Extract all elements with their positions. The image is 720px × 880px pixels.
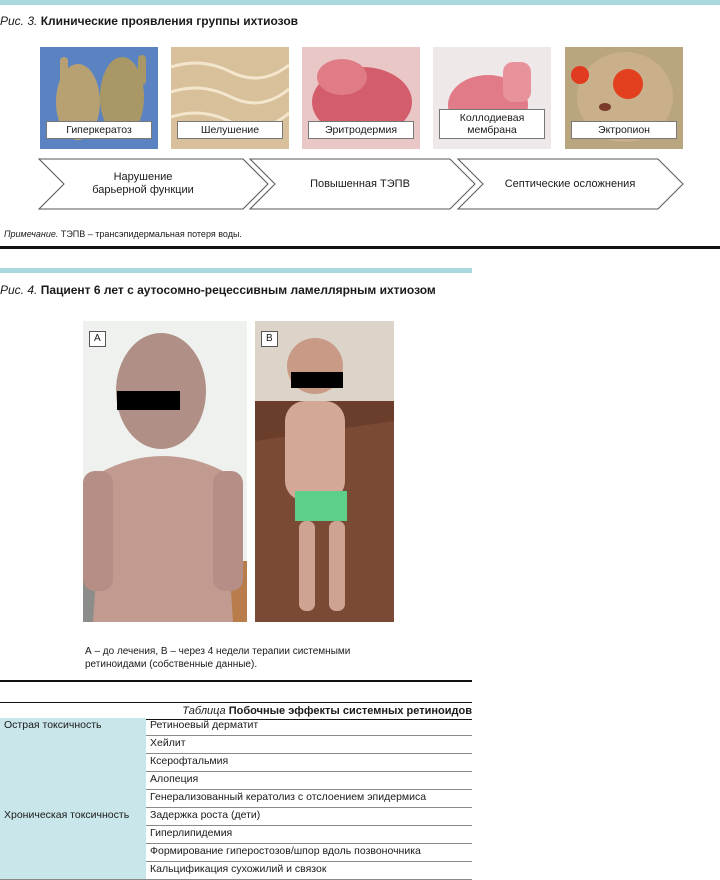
photo-hyperkeratosis xyxy=(40,47,158,149)
table-cell: Алопеция xyxy=(146,772,472,790)
table-row xyxy=(0,718,472,736)
photo-label: Коллодиевая мембрана xyxy=(439,109,545,139)
arrow-text-2: Повышенная ТЭПВ xyxy=(310,178,410,190)
fig4-title xyxy=(0,283,436,297)
table-cell: Генерализованный кератолиз с отслоением эпидермиса xyxy=(146,790,472,808)
eye-censor-bar-a xyxy=(117,391,180,410)
arrow-text-1: Нарушение барьерной функции xyxy=(92,171,194,196)
table-cell: Кальцификация сухожилий и связок xyxy=(146,862,472,880)
fig3-title-text: Клинические проявления группы ихтиозов xyxy=(40,14,299,28)
table-cell: Гиперлипидемия xyxy=(146,826,472,844)
fig3-label: Рис. 3. xyxy=(0,14,38,28)
photo-label: Гиперкератоз xyxy=(46,121,152,139)
table-cell: Ксерофтальмия xyxy=(146,754,472,772)
fig4-caption: А – до лечения, В – через 4 недели терапии системными ретиноидами (собственные данные). xyxy=(85,646,351,670)
photo-before-treatment xyxy=(83,321,247,622)
photo-label: Эритродермия xyxy=(308,121,414,139)
fig4-top-rule xyxy=(0,268,472,273)
fig3-title xyxy=(0,14,298,28)
photo-scaling xyxy=(171,47,289,149)
table-cell: Хейлит xyxy=(146,736,472,754)
table-title: Побочные эффекты системных ретиноидов xyxy=(228,705,472,717)
table-cell: Формирование гиперостозов/шпор вдоль позвоночника xyxy=(146,844,472,862)
fig4-label: Рис. 4. xyxy=(0,283,38,297)
photo-ectropion xyxy=(565,47,683,149)
fig4-bottom-rule xyxy=(0,680,472,682)
category-chronic: Хроническая токсичность xyxy=(0,808,146,880)
table-cell: Задержка роста (дети) xyxy=(146,808,472,826)
table-row xyxy=(0,808,472,826)
photo-collodion-membrane xyxy=(433,47,551,149)
photo-a-tag: A xyxy=(89,331,106,347)
note-label: Примечание. xyxy=(4,229,59,239)
photo-label: Шелушение xyxy=(177,121,283,139)
table-label: Таблица xyxy=(182,705,226,717)
fig4-title-text: Пациент 6 лет с аутосомно-рецессивным ламеллярным ихтиозом xyxy=(40,283,436,297)
photo-erythroderma xyxy=(302,47,420,149)
eye-censor-bar-b xyxy=(291,372,343,388)
fig3-note xyxy=(4,229,242,239)
note-text: ТЭПВ – трансэпидермальная потеря воды. xyxy=(58,229,242,239)
photo-b-tag: B xyxy=(261,331,278,347)
fig3-bottom-rule xyxy=(0,246,720,249)
side-effects-table xyxy=(0,718,472,880)
arrow-text-3: Септические осложнения xyxy=(504,178,636,190)
photo-label: Эктропион xyxy=(571,121,677,139)
fig3-top-rule xyxy=(0,0,720,5)
category-acute: Острая токсичность xyxy=(0,718,146,808)
photo-after-treatment xyxy=(255,321,394,622)
table-cell: Ретиноевый дерматит xyxy=(146,718,472,736)
